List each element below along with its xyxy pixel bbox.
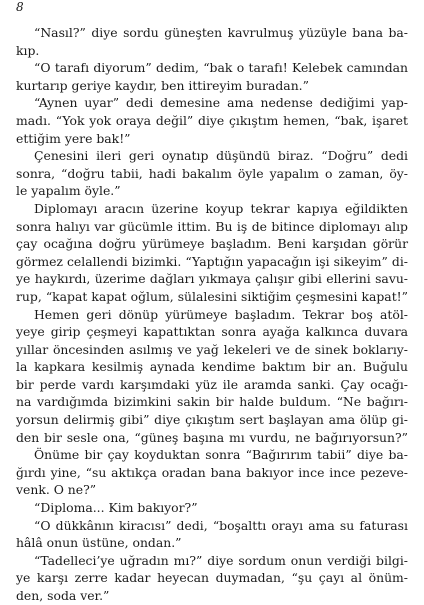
- text-line-content: la kapkara kesilmiş aynada kendime baktım bir an. Buğulu: [16, 359, 408, 375]
- text-line-content: ettiğim yere bak!”: [16, 130, 131, 146]
- text-line-content: madı. “Yok yok oraya değil” diye çıkıştım hemen, “bak, işaret: [16, 112, 408, 128]
- text-line-content: “Nasıl?” diye sordu güneşten kavrulmuş yüzüyle bana ba-: [34, 25, 408, 40]
- text-line-content: Çenesini ileri geri oynatıp düşündü biraz. “Doğru” dedi: [34, 148, 408, 164]
- text-line-content: rup, “kapat kapat oğlum, sülalesini siktiğim çeşmesini kapat!”: [16, 288, 408, 304]
- text-line: [16, 235, 408, 253]
- text-line: [16, 112, 408, 130]
- text-line-content: den, soda ver.”: [16, 588, 110, 603]
- body-text: [16, 24, 408, 605]
- text-line: [16, 130, 408, 148]
- text-line: [16, 94, 408, 112]
- text-line-content: Önüme bir çay koyduktan sonra “Bağırırım tabii” diye ba-: [34, 447, 408, 463]
- text-line-content: ye haykırdı, üzerime dağları yıkmaya çalışır gibi ellerini savu-: [16, 271, 408, 287]
- text-line: [16, 358, 408, 376]
- text-line-content: ye karşı zerre kadar heyecan duymadan, “şu çayı al önüm-: [16, 570, 408, 586]
- text-line-content: le yapalım öyle.”: [16, 183, 121, 199]
- text-line: [16, 464, 408, 482]
- text-line-content: sonra, “doğru tabii, hadi bakalım öyle yapalım o zaman, öy-: [16, 165, 408, 181]
- text-line-content: yıllar öncesinden asılmış ve yağ lekeleri ve de sinek boklarıy-: [16, 341, 408, 357]
- text-line: [16, 569, 408, 587]
- text-line-content: “O dükkânın kiracısı” dedi, “boşalttı orayı ama su faturası: [34, 517, 408, 533]
- text-line: [16, 42, 408, 60]
- text-line: [16, 341, 408, 359]
- page-number: 8: [16, 0, 24, 14]
- text-line: [16, 165, 408, 183]
- text-line: [16, 534, 408, 552]
- text-line: [16, 253, 408, 271]
- text-line: [16, 24, 408, 42]
- text-line: [16, 59, 408, 77]
- text-line-content: den bir sesle ona, “güneş başına mı vurdu, ne bağırıyorsun?”: [16, 429, 408, 445]
- text-line-content: Diplomayı aracın üzerine koyup tekrar kapıya eğildikten: [34, 200, 408, 216]
- text-line: [16, 182, 408, 200]
- text-line-content: na vardığımda bizimkini sakin bir halde buldum. “Ne bağırı-: [16, 394, 408, 410]
- text-line: [16, 481, 408, 499]
- text-line: [16, 429, 408, 447]
- text-line: [16, 552, 408, 570]
- text-line: [16, 270, 408, 288]
- text-line-content: çay ocağına doğru yürümeye başladım. Beni karşıdan görür: [16, 236, 408, 252]
- text-line: [16, 77, 408, 95]
- text-line-content: “Tadelleci’ye uğradın mı?” diye sordum onun verdiği bilgi-: [34, 552, 408, 568]
- text-line-content: kurtarıp geriye kaydır, ben ittireyim buradan.”: [16, 77, 309, 93]
- text-line-content: hâlâ onun üstüne, ondan.”: [16, 535, 182, 551]
- text-line: [16, 376, 408, 394]
- text-line: [16, 218, 408, 236]
- text-line-content: “Diploma... Kim bakıyor?”: [34, 500, 198, 516]
- text-line-content: venk. O ne?”: [16, 482, 97, 498]
- text-line: [16, 587, 408, 605]
- text-line-content: görmez celallendi bizimki. “Yaptığın yapacağın işi sikeyim” di-: [16, 253, 408, 269]
- text-line-content: yorsun delirmiş gibi” diye çıkıştım sert başlayan ama ölüp gi-: [16, 412, 408, 428]
- text-line-content: “O tarafı diyorum” dedim, “bak o tarafı! Kelebek camından: [34, 60, 408, 76]
- text-line-content: bir perde vardı karşımdaki yüz ile aramda sanki. Çay ocağı-: [16, 376, 408, 392]
- text-line-content: sonra halıyı var gücümle ittim. Bu iş de bitince diplomayı alıp: [16, 218, 408, 234]
- text-line: [16, 393, 408, 411]
- text-line: [16, 288, 408, 306]
- text-line: [16, 446, 408, 464]
- text-line: [16, 323, 408, 341]
- text-line-content: yeye girip çeşmeyi kapattıktan sonra ayağa kalkınca duvara: [16, 324, 408, 340]
- text-line-content: “Aynen uyar” dedi demesine ama nedense dediğimi yap-: [34, 95, 408, 111]
- text-line: [16, 200, 408, 218]
- text-line-content: kıp.: [16, 42, 40, 58]
- text-line: [16, 411, 408, 429]
- text-line: [16, 147, 408, 165]
- text-line: [16, 306, 408, 324]
- text-line-content: Hemen geri dönüp yürümeye başladım. Tekrar boş atöl-: [34, 306, 408, 322]
- text-line: [16, 499, 408, 517]
- text-line-content: ğırdı yine, “su aktıkça oradan bana bakıyor ince ince pezeve-: [16, 464, 408, 480]
- text-line: [16, 517, 408, 535]
